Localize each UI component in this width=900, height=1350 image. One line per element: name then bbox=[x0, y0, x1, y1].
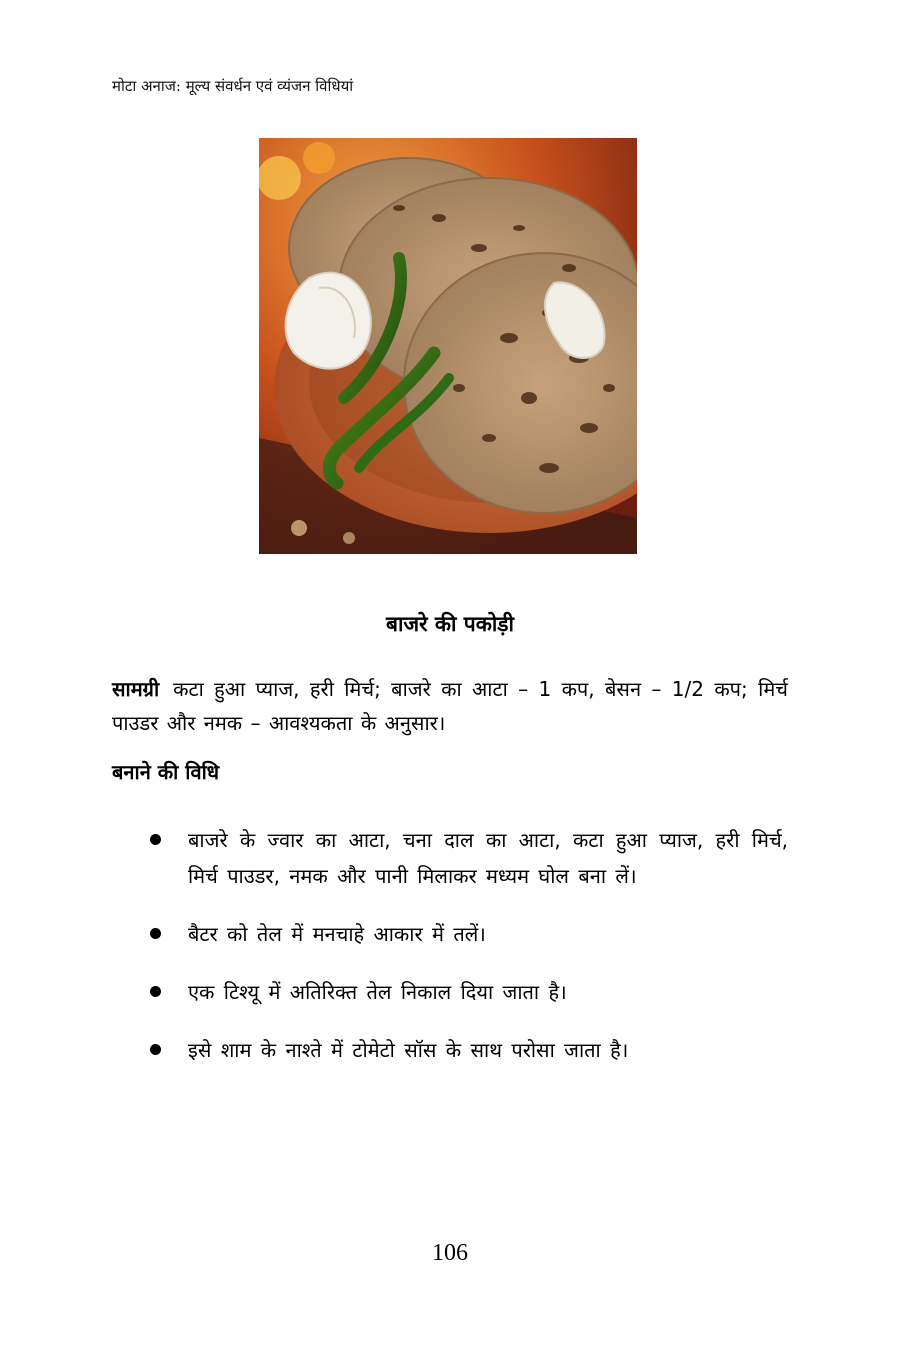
bullet-icon bbox=[150, 834, 161, 845]
method-step-text: बैटर को तेल में मनचाहे आकार में तलें। bbox=[188, 922, 486, 946]
method-step bbox=[112, 822, 788, 894]
method-step bbox=[112, 974, 788, 1010]
recipe-title: बाजरे की पकोड़ी bbox=[386, 612, 514, 636]
bullet-icon bbox=[150, 1044, 161, 1055]
method-steps-list bbox=[112, 822, 788, 1090]
method-step bbox=[112, 916, 788, 952]
food-photo bbox=[259, 138, 637, 554]
bullet-icon bbox=[150, 928, 161, 939]
method-step-text: एक टिश्यू में अतिरिक्त तेल निकाल दिया जाता है। bbox=[188, 980, 567, 1004]
method-step-text: इसे शाम के नाश्ते में टोमेटो सॉस के साथ परोसा जाता है। bbox=[188, 1038, 629, 1062]
ingredients-text: कटा हुआ प्याज, हरी मिर्च; बाजरे का आटा – 1 कप, बेसन – 1/2 कप; मिर्च पाउडर और नमक – आवश्यकता के अनुसार। bbox=[112, 677, 788, 735]
bullet-icon bbox=[150, 986, 161, 997]
running-header: मोटा अनाज: मूल्य संवर्धन एवं व्यंजन विधियां bbox=[112, 77, 354, 95]
method-step-text: बाजरे के ज्वार का आटा, चना दाल का आटा, कटा हुआ प्याज, हरी मिर्च, मिर्च पाउडर, नमक और पानी मिलाकर मध्यम घोल बना लें। bbox=[188, 828, 788, 888]
method-heading: बनाने की विधि bbox=[112, 760, 220, 784]
ingredients-label: सामग्री bbox=[112, 677, 160, 701]
method-step bbox=[112, 1032, 788, 1068]
ingredients-paragraph bbox=[112, 672, 788, 740]
page-number: 106 bbox=[432, 1240, 468, 1266]
